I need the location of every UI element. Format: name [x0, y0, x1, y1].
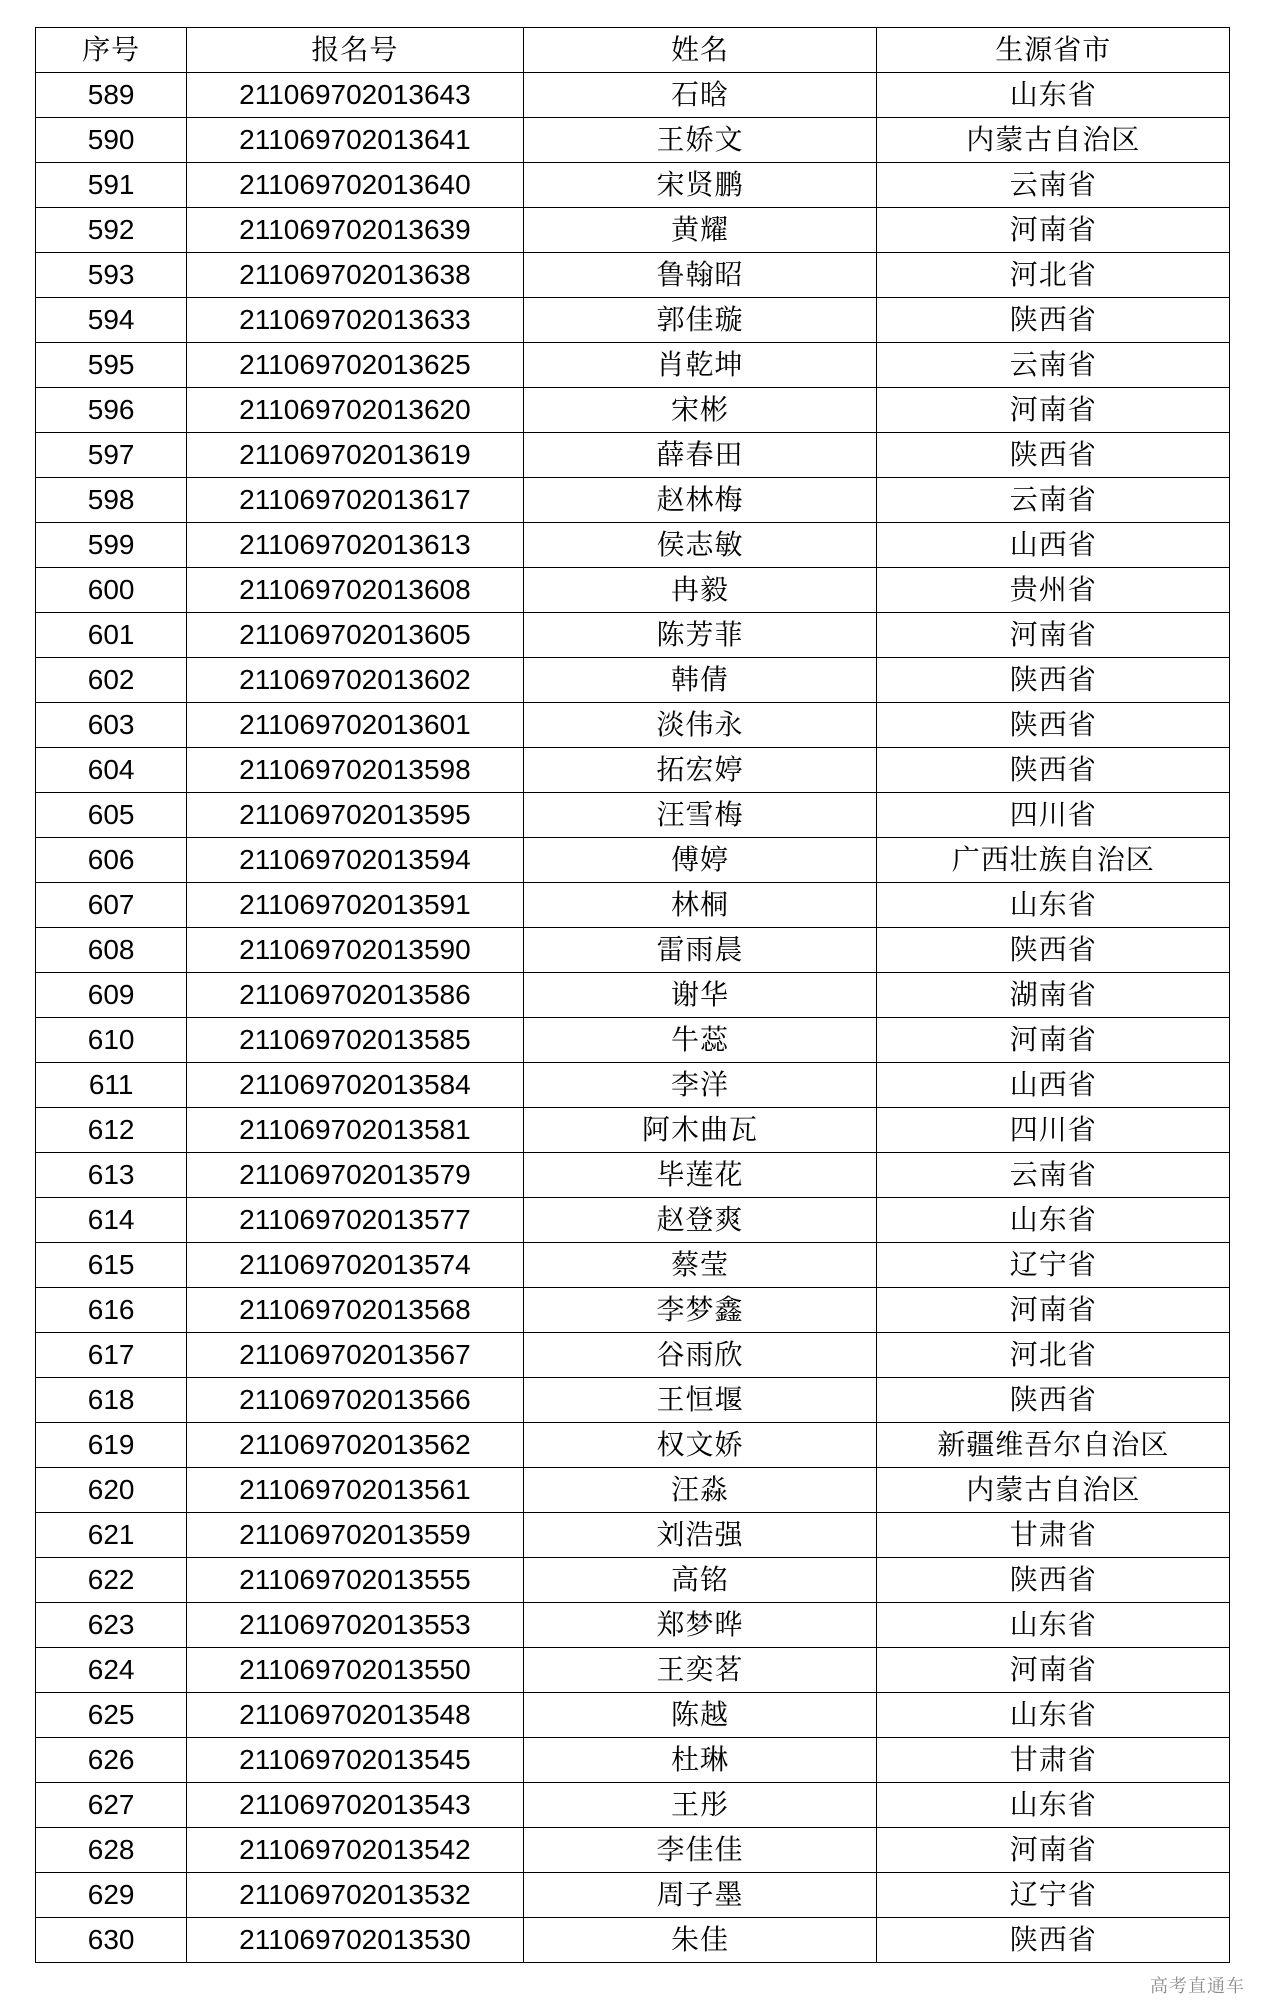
- table-header: [36, 28, 1230, 73]
- table-row: [36, 613, 1230, 658]
- cell-registration-number: 211069702013562: [187, 1423, 523, 1468]
- cell-name: 鲁翰昭: [523, 253, 877, 298]
- cell-serial-number: 617: [36, 1333, 187, 1378]
- cell-name: 汪雪梅: [523, 793, 877, 838]
- cell-origin-province: 云南省: [877, 478, 1230, 523]
- cell-origin-province: 陕西省: [877, 1558, 1230, 1603]
- cell-registration-number: 211069702013559: [187, 1513, 523, 1558]
- table-row: [36, 1288, 1230, 1333]
- cell-registration-number: 211069702013568: [187, 1288, 523, 1333]
- table-row: [36, 1018, 1230, 1063]
- cell-origin-province: 河南省: [877, 613, 1230, 658]
- cell-name: 宋贤鹏: [523, 163, 877, 208]
- cell-serial-number: 626: [36, 1738, 187, 1783]
- cell-origin-province: 河北省: [877, 1333, 1230, 1378]
- cell-origin-province: 陕西省: [877, 928, 1230, 973]
- cell-origin-province: 辽宁省: [877, 1873, 1230, 1918]
- table-row: [36, 1918, 1230, 1963]
- cell-origin-province: 陕西省: [877, 298, 1230, 343]
- cell-name: 周子墨: [523, 1873, 877, 1918]
- cell-serial-number: 625: [36, 1693, 187, 1738]
- cell-serial-number: 594: [36, 298, 187, 343]
- table-row: [36, 883, 1230, 928]
- cell-registration-number: 211069702013619: [187, 433, 523, 478]
- cell-origin-province: 山东省: [877, 883, 1230, 928]
- cell-name: 石晗: [523, 73, 877, 118]
- cell-serial-number: 593: [36, 253, 187, 298]
- cell-name: 韩倩: [523, 658, 877, 703]
- cell-origin-province: 广西壮族自治区: [877, 838, 1230, 883]
- watermark-text: 高考直通车: [1150, 1976, 1245, 1997]
- cell-origin-province: 新疆维吾尔自治区: [877, 1423, 1230, 1468]
- cell-origin-province: 内蒙古自治区: [877, 118, 1230, 163]
- cell-serial-number: 599: [36, 523, 187, 568]
- cell-registration-number: 211069702013579: [187, 1153, 523, 1198]
- cell-registration-number: 211069702013566: [187, 1378, 523, 1423]
- table-row: [36, 928, 1230, 973]
- cell-registration-number: 211069702013530: [187, 1918, 523, 1963]
- cell-name: 蔡莹: [523, 1243, 877, 1288]
- cell-origin-province: 四川省: [877, 1108, 1230, 1153]
- cell-origin-province: 辽宁省: [877, 1243, 1230, 1288]
- cell-registration-number: 211069702013613: [187, 523, 523, 568]
- cell-origin-province: 河南省: [877, 208, 1230, 253]
- cell-origin-province: 河北省: [877, 253, 1230, 298]
- table-row: [36, 1153, 1230, 1198]
- cell-name: 李佳佳: [523, 1828, 877, 1873]
- admission-roster-table: [35, 27, 1230, 1963]
- cell-origin-province: 云南省: [877, 1153, 1230, 1198]
- cell-name: 郑梦晔: [523, 1603, 877, 1648]
- cell-registration-number: 211069702013638: [187, 253, 523, 298]
- table-row: [36, 1603, 1230, 1648]
- cell-registration-number: 211069702013640: [187, 163, 523, 208]
- cell-registration-number: 211069702013641: [187, 118, 523, 163]
- table-row: [36, 1558, 1230, 1603]
- cell-serial-number: 607: [36, 883, 187, 928]
- table-row: [36, 1783, 1230, 1828]
- cell-serial-number: 609: [36, 973, 187, 1018]
- cell-serial-number: 628: [36, 1828, 187, 1873]
- cell-serial-number: 619: [36, 1423, 187, 1468]
- table-row: [36, 1198, 1230, 1243]
- cell-name: 肖乾坤: [523, 343, 877, 388]
- cell-registration-number: 211069702013553: [187, 1603, 523, 1648]
- cell-name: 傅婷: [523, 838, 877, 883]
- cell-origin-province: 山东省: [877, 1603, 1230, 1648]
- cell-origin-province: 山东省: [877, 1198, 1230, 1243]
- cell-registration-number: 211069702013586: [187, 973, 523, 1018]
- cell-registration-number: 211069702013633: [187, 298, 523, 343]
- table-row: [36, 658, 1230, 703]
- cell-serial-number: 629: [36, 1873, 187, 1918]
- cell-registration-number: 211069702013608: [187, 568, 523, 613]
- table-row: [36, 1693, 1230, 1738]
- table-row: [36, 478, 1230, 523]
- cell-serial-number: 613: [36, 1153, 187, 1198]
- cell-name: 王彤: [523, 1783, 877, 1828]
- cell-registration-number: 211069702013584: [187, 1063, 523, 1108]
- cell-origin-province: 山东省: [877, 1693, 1230, 1738]
- cell-origin-province: 陕西省: [877, 658, 1230, 703]
- cell-serial-number: 591: [36, 163, 187, 208]
- table-row: [36, 748, 1230, 793]
- table-row: [36, 1828, 1230, 1873]
- table-row: [36, 433, 1230, 478]
- cell-serial-number: 592: [36, 208, 187, 253]
- cell-registration-number: 211069702013542: [187, 1828, 523, 1873]
- cell-origin-province: 四川省: [877, 793, 1230, 838]
- cell-origin-province: 山东省: [877, 73, 1230, 118]
- cell-registration-number: 211069702013567: [187, 1333, 523, 1378]
- table-row: [36, 973, 1230, 1018]
- header-registration-number: 报名号: [187, 28, 523, 73]
- table-row: [36, 568, 1230, 613]
- cell-serial-number: 611: [36, 1063, 187, 1108]
- cell-registration-number: 211069702013532: [187, 1873, 523, 1918]
- cell-name: 王恒堰: [523, 1378, 877, 1423]
- cell-registration-number: 211069702013639: [187, 208, 523, 253]
- header-origin-province: 生源省市: [877, 28, 1230, 73]
- cell-name: 牛蕊: [523, 1018, 877, 1063]
- cell-origin-province: 陕西省: [877, 703, 1230, 748]
- cell-serial-number: 602: [36, 658, 187, 703]
- cell-registration-number: 211069702013543: [187, 1783, 523, 1828]
- table-row: [36, 1648, 1230, 1693]
- cell-serial-number: 624: [36, 1648, 187, 1693]
- cell-serial-number: 589: [36, 73, 187, 118]
- cell-name: 陈芳菲: [523, 613, 877, 658]
- cell-registration-number: 211069702013581: [187, 1108, 523, 1153]
- cell-registration-number: 211069702013601: [187, 703, 523, 748]
- cell-name: 林桐: [523, 883, 877, 928]
- cell-origin-province: 河南省: [877, 1648, 1230, 1693]
- table-row: [36, 1333, 1230, 1378]
- table-row: [36, 1063, 1230, 1108]
- cell-serial-number: 620: [36, 1468, 187, 1513]
- cell-serial-number: 615: [36, 1243, 187, 1288]
- table-row: [36, 253, 1230, 298]
- cell-origin-province: 贵州省: [877, 568, 1230, 613]
- cell-origin-province: 河南省: [877, 1288, 1230, 1333]
- cell-name: 雷雨晨: [523, 928, 877, 973]
- cell-name: 权文娇: [523, 1423, 877, 1468]
- cell-origin-province: 河南省: [877, 1018, 1230, 1063]
- cell-registration-number: 211069702013590: [187, 928, 523, 973]
- cell-serial-number: 608: [36, 928, 187, 973]
- cell-serial-number: 614: [36, 1198, 187, 1243]
- cell-name: 淡伟永: [523, 703, 877, 748]
- cell-serial-number: 596: [36, 388, 187, 433]
- table-row: [36, 1243, 1230, 1288]
- cell-origin-province: 陕西省: [877, 1918, 1230, 1963]
- cell-registration-number: 211069702013550: [187, 1648, 523, 1693]
- cell-serial-number: 612: [36, 1108, 187, 1153]
- cell-origin-province: 陕西省: [877, 433, 1230, 478]
- roster-sheet: [35, 27, 1230, 1963]
- cell-name: 冉毅: [523, 568, 877, 613]
- cell-serial-number: 595: [36, 343, 187, 388]
- table-row: [36, 1873, 1230, 1918]
- cell-registration-number: 211069702013605: [187, 613, 523, 658]
- table-row: [36, 298, 1230, 343]
- table-row: [36, 1423, 1230, 1468]
- cell-origin-province: 内蒙古自治区: [877, 1468, 1230, 1513]
- header-name: 姓名: [523, 28, 877, 73]
- cell-serial-number: 600: [36, 568, 187, 613]
- cell-name: 侯志敏: [523, 523, 877, 568]
- table-row: [36, 1513, 1230, 1558]
- cell-registration-number: 211069702013595: [187, 793, 523, 838]
- cell-origin-province: 山西省: [877, 523, 1230, 568]
- table-row: [36, 1738, 1230, 1783]
- header-serial-number: 序号: [36, 28, 187, 73]
- cell-name: 汪淼: [523, 1468, 877, 1513]
- cell-name: 李梦鑫: [523, 1288, 877, 1333]
- cell-registration-number: 211069702013548: [187, 1693, 523, 1738]
- cell-name: 高铭: [523, 1558, 877, 1603]
- cell-registration-number: 211069702013625: [187, 343, 523, 388]
- header-row: [36, 28, 1230, 73]
- cell-name: 拓宏婷: [523, 748, 877, 793]
- table-row: [36, 1468, 1230, 1513]
- cell-name: 黄耀: [523, 208, 877, 253]
- cell-origin-province: 河南省: [877, 388, 1230, 433]
- table-row: [36, 703, 1230, 748]
- cell-origin-province: 云南省: [877, 343, 1230, 388]
- cell-registration-number: 211069702013577: [187, 1198, 523, 1243]
- table-row: [36, 793, 1230, 838]
- cell-name: 宋彬: [523, 388, 877, 433]
- cell-name: 薛春田: [523, 433, 877, 478]
- cell-registration-number: 211069702013602: [187, 658, 523, 703]
- cell-name: 谢华: [523, 973, 877, 1018]
- cell-name: 李洋: [523, 1063, 877, 1108]
- cell-name: 刘浩强: [523, 1513, 877, 1558]
- cell-registration-number: 211069702013574: [187, 1243, 523, 1288]
- cell-origin-province: 山西省: [877, 1063, 1230, 1108]
- cell-serial-number: 606: [36, 838, 187, 883]
- cell-origin-province: 湖南省: [877, 973, 1230, 1018]
- cell-serial-number: 621: [36, 1513, 187, 1558]
- cell-name: 朱佳: [523, 1918, 877, 1963]
- table-body: [36, 73, 1230, 1963]
- cell-origin-province: 山东省: [877, 1783, 1230, 1828]
- cell-serial-number: 616: [36, 1288, 187, 1333]
- cell-origin-province: 河南省: [877, 1828, 1230, 1873]
- cell-registration-number: 211069702013620: [187, 388, 523, 433]
- table-row: [36, 73, 1230, 118]
- cell-serial-number: 610: [36, 1018, 187, 1063]
- cell-registration-number: 211069702013643: [187, 73, 523, 118]
- cell-name: 赵登爽: [523, 1198, 877, 1243]
- cell-registration-number: 211069702013594: [187, 838, 523, 883]
- table-row: [36, 838, 1230, 883]
- cell-origin-province: 云南省: [877, 163, 1230, 208]
- cell-name: 王奕茗: [523, 1648, 877, 1693]
- cell-name: 赵林梅: [523, 478, 877, 523]
- cell-serial-number: 597: [36, 433, 187, 478]
- cell-registration-number: 211069702013561: [187, 1468, 523, 1513]
- cell-registration-number: 211069702013598: [187, 748, 523, 793]
- table-row: [36, 343, 1230, 388]
- table-row: [36, 118, 1230, 163]
- cell-origin-province: 甘肃省: [877, 1513, 1230, 1558]
- cell-serial-number: 598: [36, 478, 187, 523]
- cell-serial-number: 623: [36, 1603, 187, 1648]
- table-row: [36, 163, 1230, 208]
- cell-name: 杜琳: [523, 1738, 877, 1783]
- cell-registration-number: 211069702013591: [187, 883, 523, 928]
- cell-name: 阿木曲瓦: [523, 1108, 877, 1153]
- cell-serial-number: 618: [36, 1378, 187, 1423]
- cell-name: 郭佳璇: [523, 298, 877, 343]
- cell-serial-number: 627: [36, 1783, 187, 1828]
- table-row: [36, 523, 1230, 568]
- cell-name: 王娇文: [523, 118, 877, 163]
- cell-serial-number: 601: [36, 613, 187, 658]
- cell-registration-number: 211069702013585: [187, 1018, 523, 1063]
- cell-serial-number: 622: [36, 1558, 187, 1603]
- cell-serial-number: 590: [36, 118, 187, 163]
- cell-origin-province: 甘肃省: [877, 1738, 1230, 1783]
- cell-origin-province: 陕西省: [877, 1378, 1230, 1423]
- table-row: [36, 1108, 1230, 1153]
- cell-serial-number: 605: [36, 793, 187, 838]
- cell-registration-number: 211069702013555: [187, 1558, 523, 1603]
- cell-name: 毕莲花: [523, 1153, 877, 1198]
- cell-origin-province: 陕西省: [877, 748, 1230, 793]
- table-row: [36, 1378, 1230, 1423]
- table-row: [36, 388, 1230, 433]
- cell-registration-number: 211069702013617: [187, 478, 523, 523]
- cell-serial-number: 604: [36, 748, 187, 793]
- cell-name: 陈越: [523, 1693, 877, 1738]
- cell-serial-number: 603: [36, 703, 187, 748]
- cell-serial-number: 630: [36, 1918, 187, 1963]
- cell-registration-number: 211069702013545: [187, 1738, 523, 1783]
- cell-name: 谷雨欣: [523, 1333, 877, 1378]
- table-row: [36, 208, 1230, 253]
